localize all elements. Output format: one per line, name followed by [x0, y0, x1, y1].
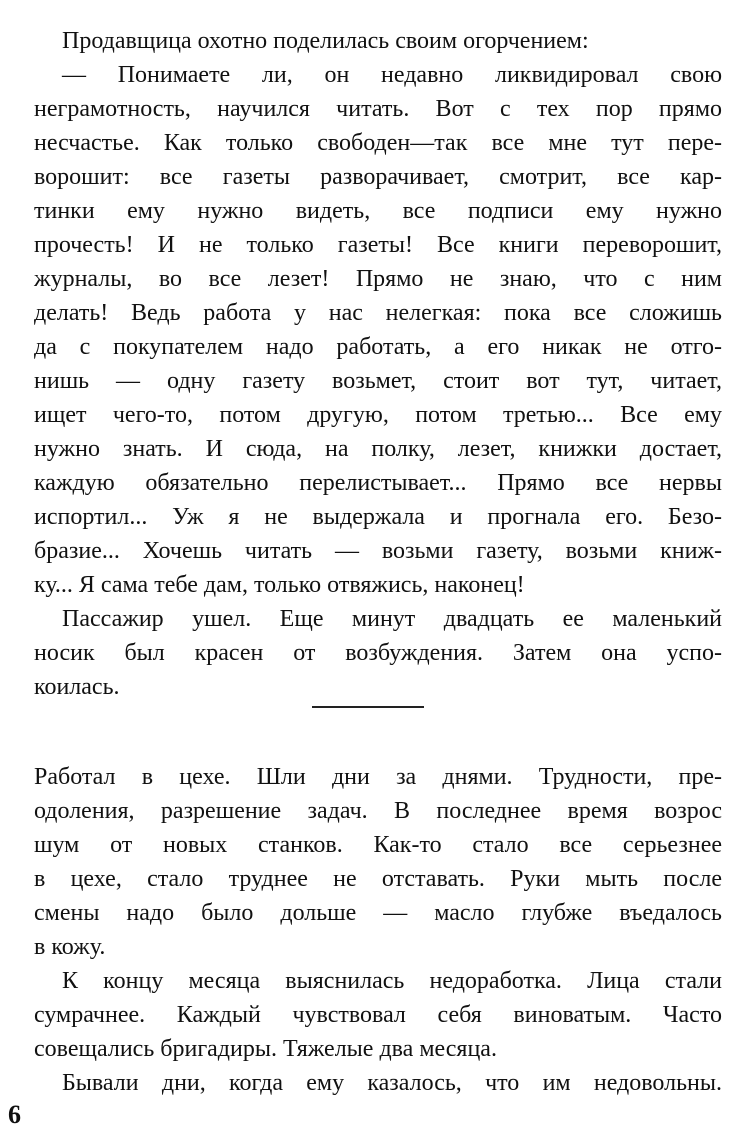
text-line: — Понимаете ли, он недавно ликвидировал свою	[62, 62, 722, 88]
text-line: делать! Ведь работа у нас нелегкая: пока все сложишь	[34, 300, 722, 326]
text-line: Пассажир ушел. Еще минут двадцать ее маленький	[62, 606, 722, 632]
text-line: сумрачнее. Каждый чувствовал себя виноватым. Часто	[34, 1002, 722, 1028]
text-line: К концу месяца выяснилась недоработка. Лица стали	[62, 968, 722, 994]
text-line: носик был красен от возбуждения. Затем она успо-	[34, 640, 722, 666]
text-line: тинки ему нужно видеть, все подписи ему нужно	[34, 198, 722, 224]
text-line: каждую обязательно перелистывает... Прямо все нервы	[34, 470, 722, 496]
text-line: да с покупателем надо работать, а его никак не отго-	[34, 334, 722, 360]
text-line: шум от новых станков. Как-то стало все серьезнее	[34, 832, 722, 858]
text-line: нишь — одну газету возьмет, стоит вот тут, читает,	[34, 368, 722, 394]
text-line: прочесть! И не только газеты! Все книги переворошит,	[34, 232, 722, 258]
text-line: Бывали дни, когда ему казалось, что им недовольны.	[62, 1070, 722, 1096]
section-separator	[312, 706, 424, 708]
text-line: неграмотность, научился читать. Вот с тех пор прямо	[34, 96, 722, 122]
text-line: Продавщица охотно поделилась своим огорчением:	[62, 28, 589, 54]
page-number: 6	[8, 1100, 21, 1129]
text-line: смены надо было дольше — масло глубже въедалось	[34, 900, 722, 926]
text-line: нужно знать. И сюда, на полку, лезет, книжки достает,	[34, 436, 722, 462]
text-line: ищет чего-то, потом другую, потом третью... Все ему	[34, 402, 722, 428]
text-line: несчастье. Как только свободен—так все мне тут пере-	[34, 130, 722, 156]
text-line: ворошит: все газеты разворачивает, смотрит, все кар-	[34, 164, 722, 190]
text-line: в цехе, стало труднее не отставать. Руки мыть после	[34, 866, 722, 892]
text-line: ку... Я сама тебе дам, только отвяжись, наконец!	[34, 572, 525, 598]
text-line: коилась.	[34, 674, 120, 700]
text-line: совещались бригадиры. Тяжелые два месяца.	[34, 1036, 497, 1062]
text-line: одоления, разрешение задач. В последнее время возрос	[34, 798, 722, 824]
text-line: испортил... Уж я не выдержала и прогнала его. Безо-	[34, 504, 722, 530]
text-line: бразие... Хочешь читать — возьми газету, возьми книж-	[34, 538, 722, 564]
text-line: в кожу.	[34, 934, 106, 960]
text-line: журналы, во все лезет! Прямо не знаю, что с ним	[34, 266, 722, 292]
text-line: Работал в цехе. Шли дни за днями. Трудности, пре-	[34, 764, 722, 790]
